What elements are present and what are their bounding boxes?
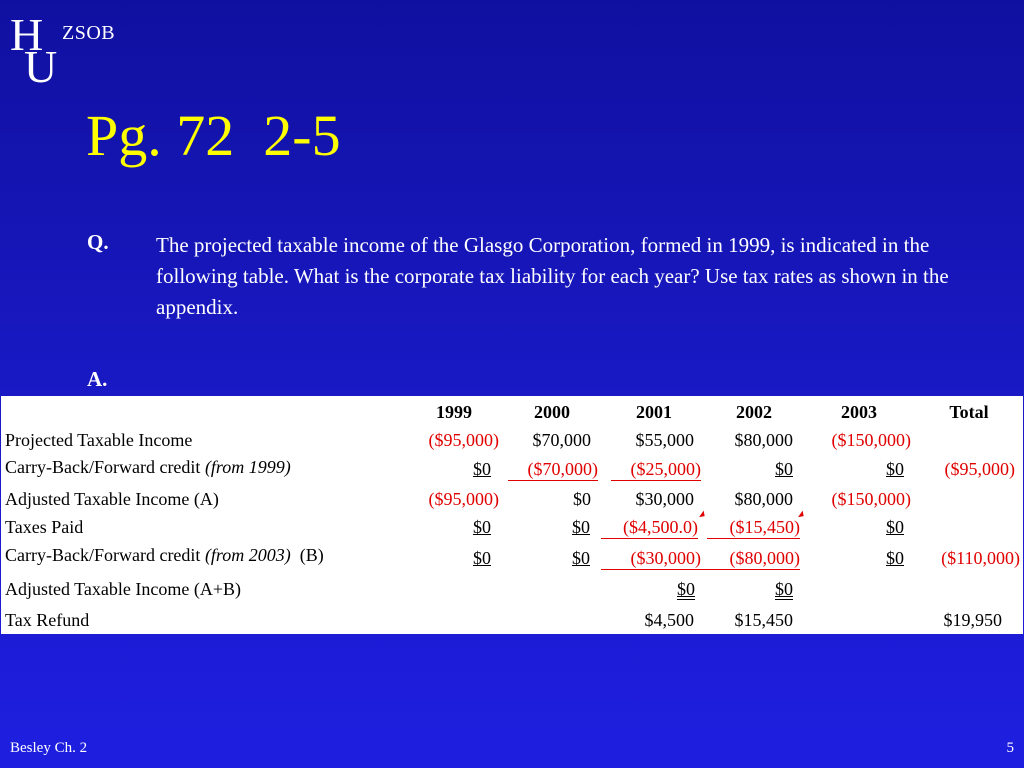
cell: $0 — [573, 489, 591, 509]
cell: $80,000 — [734, 430, 793, 450]
cell: ($95,000) — [944, 459, 1015, 479]
cell: $70,000 — [532, 430, 591, 450]
cell: $19,950 — [943, 610, 1002, 630]
cell: $15,450 — [734, 610, 793, 630]
header-2003: 2003 — [841, 402, 877, 422]
slide-title: Pg. 72 2-5 — [86, 103, 341, 168]
row-label-adjusted-ab: Adjusted Taxable Income (A+B) — [5, 579, 241, 599]
header-2000: 2000 — [534, 402, 570, 422]
cell: $0 — [473, 459, 491, 479]
cell: ($150,000) — [831, 430, 911, 450]
row-label-adjusted-a: Adjusted Taxable Income (A) — [5, 489, 219, 509]
cell: $0 — [677, 579, 695, 599]
header-total: Total — [949, 402, 989, 422]
cell: $80,000 — [734, 489, 793, 509]
hu-zsob-logo — [10, 9, 140, 92]
question-label: Q. — [87, 230, 109, 254]
question-text: The projected taxable income of the Glasgo Corporation, formed in 1999, is indicated in the following table. What is the corporate tax liability for each year? Use tax rates as shown in the appendix. — [156, 233, 949, 319]
cell: $0 — [775, 459, 793, 479]
row-label-carry-1999: Carry-Back/Forward credit (from 1999) — [5, 457, 291, 477]
row-label-projected: Projected Taxable Income — [5, 430, 193, 450]
red-tick-mark — [699, 511, 707, 520]
cell: $0 — [473, 548, 491, 568]
row-label-carry-2003: Carry-Back/Forward credit (from 2003) (B) — [5, 545, 324, 565]
cell: ($80,000) — [701, 547, 800, 570]
cell: ($25,000) — [611, 458, 701, 481]
cell: $0 — [886, 548, 904, 568]
cell: ($95,000) — [428, 430, 499, 450]
cell: ($110,000) — [941, 548, 1020, 568]
cell: $55,000 — [635, 430, 694, 450]
cell: $0 — [775, 579, 793, 599]
header-2002: 2002 — [736, 402, 772, 422]
cell: $0 — [886, 459, 904, 479]
row-label-tax-refund: Tax Refund — [5, 610, 90, 630]
cell: $30,000 — [635, 489, 694, 509]
cell: ($15,450) — [707, 516, 800, 539]
footer-left: Besley Ch. 2 — [10, 740, 88, 756]
cell: $4,500 — [644, 610, 694, 630]
red-tick-mark — [798, 511, 806, 520]
cell: $0 — [473, 517, 491, 537]
cell: $0 — [886, 517, 904, 537]
cell: ($30,000) — [601, 547, 701, 570]
logo-h: H — [10, 9, 44, 60]
cell: ($150,000) — [831, 489, 911, 509]
logo-u: U — [24, 41, 58, 92]
header-2001: 2001 — [636, 402, 672, 422]
cell: ($70,000) — [508, 458, 598, 481]
logo-zsob: ZSOB — [62, 22, 116, 44]
tax-table — [1, 396, 1023, 634]
row-label-taxes-paid: Taxes Paid — [5, 517, 84, 537]
cell: ($95,000) — [428, 489, 499, 509]
cell: ($4,500.0) — [601, 516, 698, 539]
header-1999: 1999 — [436, 402, 472, 422]
page-number: 5 — [1006, 740, 1014, 756]
answer-label: A. — [87, 367, 108, 391]
cell: $0 — [572, 548, 590, 568]
cell: $0 — [572, 517, 590, 537]
